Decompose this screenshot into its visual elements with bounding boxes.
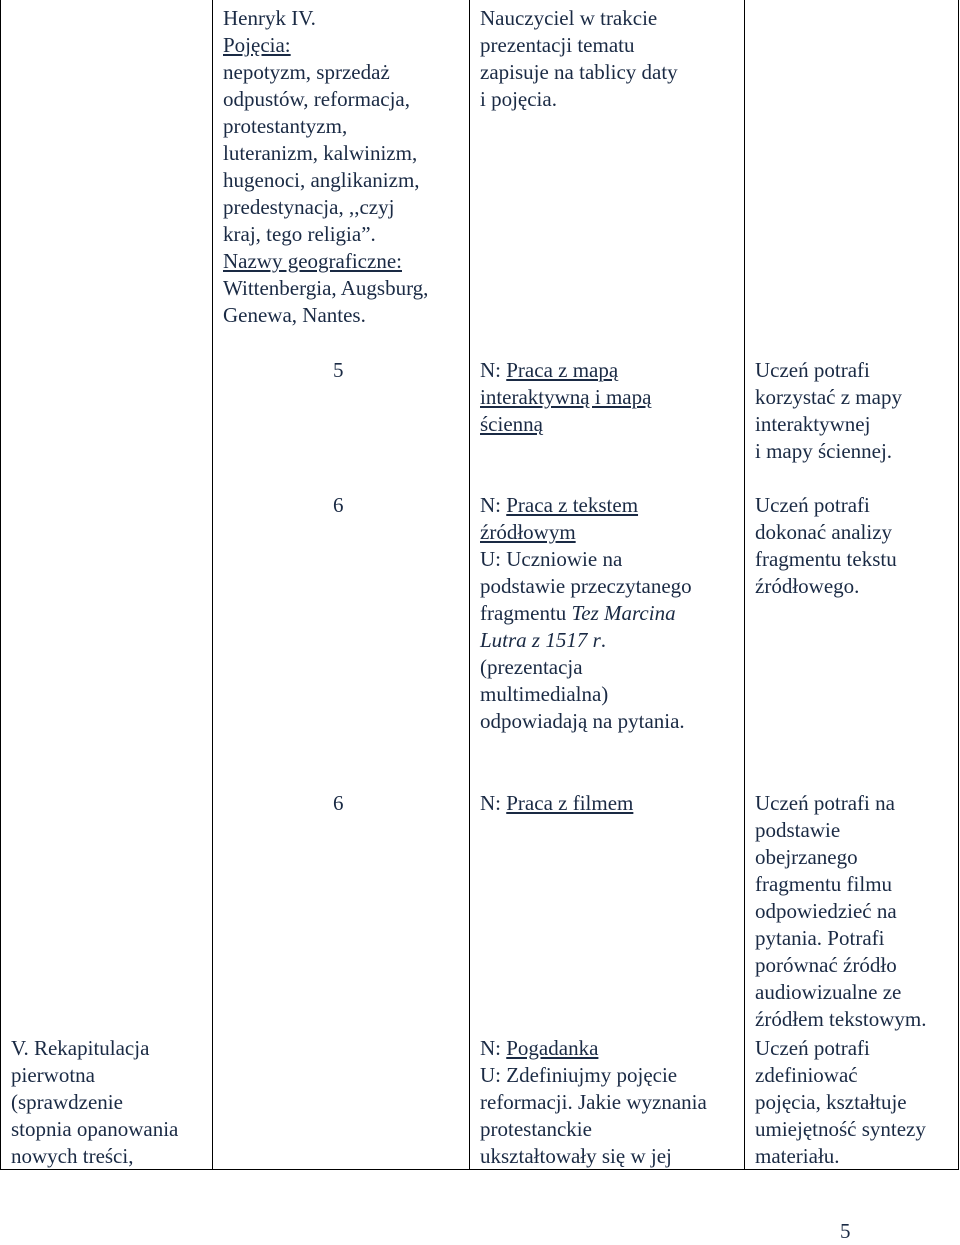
cell-discussion-work [480, 1035, 707, 1170]
text-fragment: . [600, 628, 607, 652]
text-line: pojęcia, kształtuje [755, 1090, 907, 1114]
text-line: Uczeń potrafi [755, 493, 870, 517]
heading-concepts: Pojęcia: [223, 33, 291, 57]
cell-map-work [480, 357, 651, 438]
text-line: Henryk IV. [223, 6, 316, 30]
text-line: odpowiadają na pytania. [480, 709, 685, 733]
text-line: luteranizm, kalwinizm, [223, 141, 418, 165]
method-title-cont: źródłowym [480, 520, 576, 544]
text-line: i pojęcia. [480, 87, 557, 111]
cell-discussion-outcome [755, 1035, 926, 1170]
text-line: reformacji. Jakie wyznania [480, 1090, 707, 1114]
cell-teacher-activity [480, 5, 678, 113]
time-number: 6 [333, 493, 344, 517]
text-line: prezentacji tematu [480, 33, 635, 57]
text-line: Uczeń potrafi na [755, 791, 895, 815]
cell-source-text-outcome [755, 492, 897, 600]
table-divider-3 [744, 0, 745, 1170]
text-fragment: fragmentu [480, 601, 572, 625]
text-line: zdefiniować [755, 1063, 858, 1087]
cell-recap-stage [11, 1035, 178, 1170]
text-line: hugenoci, anglikanizm, [223, 168, 420, 192]
method-prefix: N: [480, 1036, 507, 1060]
cell-film-work [480, 790, 633, 817]
text-line: nepotyzm, sprzedaż [223, 60, 390, 84]
cell-map-outcome [755, 357, 902, 465]
text-line [480, 790, 633, 817]
text-line: (prezentacja [480, 655, 583, 679]
text-line: Uczeń potrafi [755, 358, 870, 382]
text-line: audiowizualne ze [755, 980, 902, 1004]
method-title: Praca z filmem [506, 791, 634, 815]
text-line: podstawie przeczytanego [480, 574, 692, 598]
text-line: U: Uczniowie na [480, 547, 623, 571]
method-title: Praca z mapą [506, 358, 619, 382]
text-line: materiału. [755, 1144, 840, 1168]
text-line: zapisuje na tablicy daty [480, 60, 678, 84]
text-line: nowych treści, [11, 1144, 134, 1168]
text-line: dokonać analizy [755, 520, 893, 544]
text-line: U: Zdefiniujmy pojęcie [480, 1063, 678, 1087]
text-line: Genewa, Nantes. [223, 303, 366, 327]
text-line: protestantyzm, [223, 114, 348, 138]
text-line: stopnia opanowania [11, 1117, 179, 1141]
time-number: 6 [333, 791, 344, 815]
italic-title: Tez Marcina [571, 601, 676, 625]
text-line: ukształtowały się w jej [480, 1144, 672, 1168]
text-line: fragmentu tekstu [755, 547, 897, 571]
text-line: fragmentu filmu [755, 872, 893, 896]
text-line [480, 357, 651, 384]
text-line: źródłem tekstowym. [755, 1007, 927, 1031]
text-line: Uczeń potrafi [755, 1036, 870, 1060]
text-line [480, 492, 692, 519]
text-line: predestynacja, ,,czyj [223, 195, 395, 219]
text-line [480, 627, 692, 654]
text-line [480, 1035, 707, 1062]
page-number: 5 [840, 1219, 851, 1243]
text-line: Wittenbergia, Augsburg, [223, 276, 429, 300]
text-line: obejrzanego [755, 845, 858, 869]
table-border-right [958, 0, 959, 1170]
method-title-cont: interaktywną i mapą [480, 385, 652, 409]
cell-source-text-work [480, 492, 692, 735]
text-line: (sprawdzenie [11, 1090, 123, 1114]
table-divider-2 [469, 0, 470, 1170]
text-line: pytania. Potrafi [755, 926, 885, 950]
table-border-left [0, 0, 1, 1170]
text-line: V. Rekapitulacja [11, 1036, 150, 1060]
text-line [480, 600, 692, 627]
text-line: kraj, tego religia”. [223, 222, 376, 246]
text-line: pierwotna [11, 1063, 95, 1087]
text-line: protestanckie [480, 1117, 592, 1141]
cell-film-outcome [755, 790, 926, 1033]
method-title: Praca z tekstem [506, 493, 639, 517]
method-title-cont: ścienną [480, 412, 543, 436]
text-line: i mapy ściennej. [755, 439, 893, 463]
table-divider-1 [212, 0, 213, 1170]
time-number: 5 [333, 358, 344, 382]
cell-topics-concepts [223, 5, 428, 329]
text-line: porównać źródło [755, 953, 897, 977]
text-line: Nauczyciel w trakcie [480, 6, 658, 30]
text-line: multimedialna) [480, 682, 609, 706]
text-line: odpustów, reformacja, [223, 87, 410, 111]
heading-geographic-names: Nazwy geograficzne: [223, 249, 402, 273]
method-prefix: N: [480, 493, 507, 517]
text-line: podstawie [755, 818, 841, 842]
text-line: odpowiedzieć na [755, 899, 897, 923]
method-title: Pogadanka [506, 1036, 599, 1060]
text-line: umiejętność syntezy [755, 1117, 926, 1141]
method-prefix: N: [480, 791, 507, 815]
italic-title: Lutra z 1517 r [480, 628, 601, 652]
text-line: interaktywnej [755, 412, 871, 436]
text-line: źródłowego. [755, 574, 860, 598]
method-prefix: N: [480, 358, 507, 382]
text-line: korzystać z mapy [755, 385, 902, 409]
